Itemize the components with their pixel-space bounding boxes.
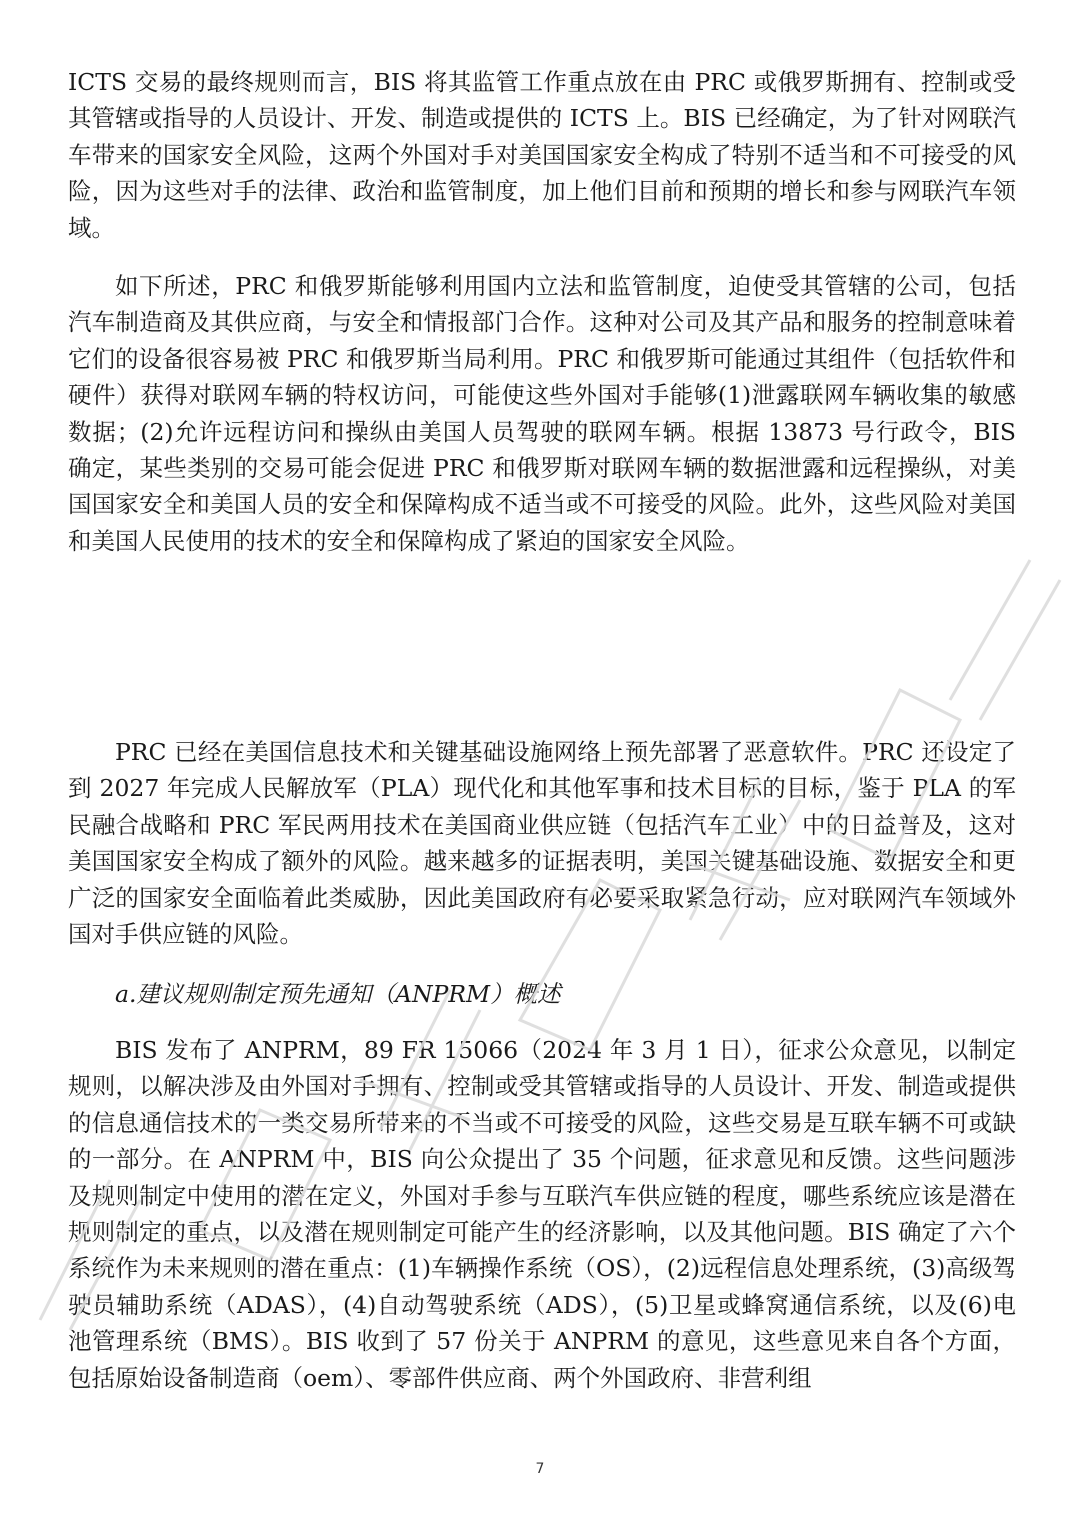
paragraph-1: ICTS 交易的最终规则而言，BIS 将其监管工作重点放在由 PRC 或俄罗斯拥有、控制或受其管辖或指导的人员设计、开发、制造或提供的 ICTS 上。BIS 已经确定，为了针对网联汽车带来的国家安全风险，这两个外国对手对美国国家安全构成了特别不适当和不可接受的风险，因为这些对手的法律、政治和监管制度，加上他们目前和预期的增长和参与网联汽车领域。 [68, 68, 1016, 242]
paragraph-3: PRC 已经在美国信息技术和关键基础设施网络上预先部署了恶意软件。PRC 还设定了到 2027 年完成人民解放军（PLA）现代化和其他军事和技术目标的目标，鉴于 PLA 的军民融合战略和 PRC 军民两用技术在美国商业供应链（包括汽车工业）中的日益普及，这对美国国家安全构成了额外的风险。越来越多的证据表明，美国关键基础设施、数据安全和更广泛的国家安全面临着此类威胁，因此美国政府有必要采取紧急行动，应对联网汽车领域外国对手供应链的风险。 [68, 738, 1016, 949]
page-number: 7 [535, 1461, 545, 1477]
paragraph-2: 如下所述，PRC 和俄罗斯能够利用国内立法和监管制度，迫使受其管辖的公司，包括汽车制造商及其供应商，与安全和情报部门合作。这种对公司及其产品和服务的控制意味着它们的设备很容易被 PRC 和俄罗斯当局利用。PRC 和俄罗斯可能通过其组件（包括软件和硬件）获得对联网车辆的特权访问，可能使这些外国对手能够(1)泄露联网车辆收集的敏感数据；(2)允许远程访问和操纵由美国人员驾驶的联网车辆。根据 13873 号行政令，BIS 确定，某些类别的交易可能会促进 PRC 和俄罗斯对联网车辆的数据泄露和远程操纵，对美国国家安全和美国人员的安全和保障构成不适当或不可接受的风险。此外，这些风险对美国和美国人民使用的技术的安全和保障构成了紧迫的国家安全风险。 [68, 272, 1016, 555]
paragraph-4: BIS 发布了 ANPRM，89 FR 15066（2024 年 3 月 1 日），征求公众意见，以制定规则，以解决涉及由外国对手拥有、控制或受其管辖或指导的人员设计、开发、制造或提供的信息通信技术的一类交易所带来的不当或不可接受的风险，这些交易是互联车辆不可或缺的一部分。在 ANPRM 中，BIS 向公众提出了 35 个问题，征求意见和反馈。这些问题涉及规则制定中使用的潜在定义，外国对手参与互联汽车供应链的程度，哪些系统应该是潜在规则制定的重点，以及潜在规则制定可能产生的经济影响，以及其他问题。BIS 确定了六个系统作为未来规则的潜在重点：(1)车辆操作系统（OS），(2)远程信息处理系统，(3)高级驾驶员辅助系统（ADAS），(4)自动驾驶系统（ADS），(5)卫星或蜂窝通信系统，以及(6)电池管理系统（BMS）。BIS 收到了 57 份关于 ANPRM 的意见，这些意见来自各个方面，包括原始设备制造商（oem）、零部件供应商、两个外国政府、非营利组 [68, 1036, 1016, 1392]
section-heading: a.建议规则制定预先通知（ANPRM）概述 [115, 980, 561, 1008]
